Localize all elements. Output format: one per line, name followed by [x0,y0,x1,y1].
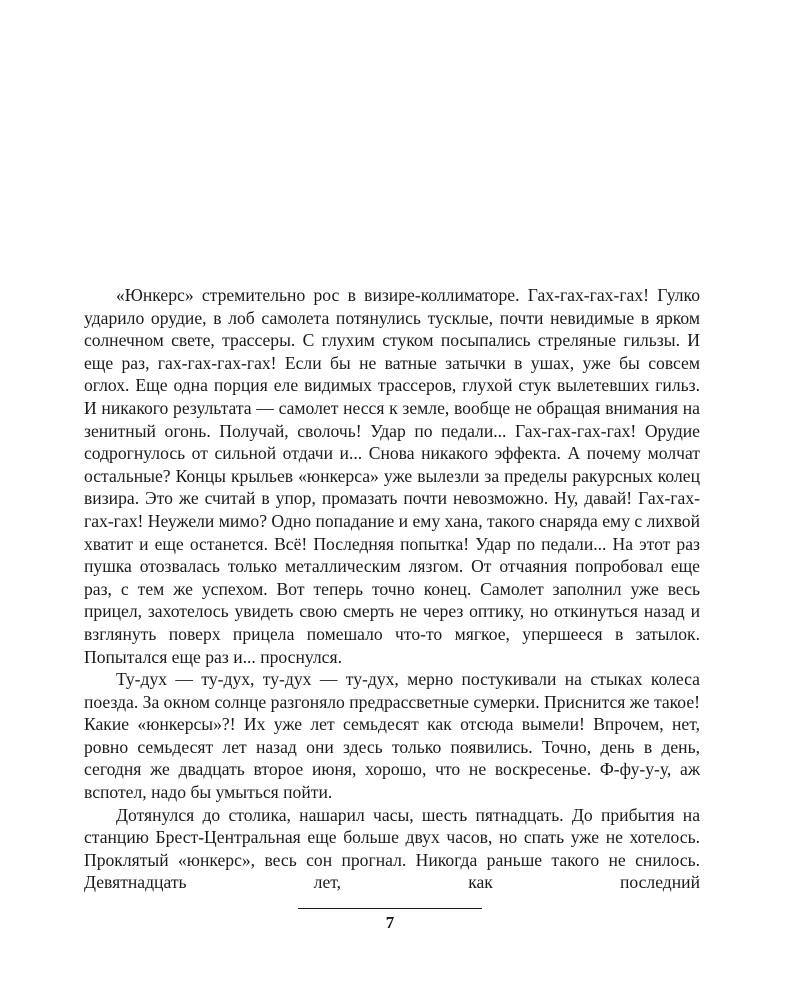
footer-divider [298,908,482,909]
paragraph-train: Ту-дух — ту-дух, ту-дух — ту-дух, мерно постукивали на стыках колеса поезда. За окном солнце разгоняло предрассветные сумерки. Приснится же такое! Какие «юнкерсы»?! Их уже лет семьдесят как отсюда вымели! Впрочем, нет, ровно семьдесят лет назад они здесь только появились. Точно, день в день, сегодня же двадцать второе июня, хорошо, что не воскресенье. Ф-фу-у-у, аж вспотел, надо бы умыться пойти. [84,669,700,803]
paragraph-waking: Дотянулся до столика, нашарил часы, шесть пятнадцать. До прибытия на станцию Брест-Центральная еще больше двух часов, но спать уже не хотелось. Проклятый «юнкерс», весь сон прогнал. Никогда раньше такого не снилось. Девятнадцать лет, как последний [84,804,700,893]
body-text [84,284,700,894]
paragraph-dream: «Юнкерс» стремительно рос в визире-коллиматоре. Гах-гах-гах-гах! Гулко ударило орудие, в лоб самолета потянулись тусклые, почти невидимые в ярком солнечном свете, трассеры. С глухим стуком посыпались стреляные гильзы. И еще раз, гах-гах-гах-гах! Если бы не ватные затычки в ушах, уже бы совсем оглох. Еще одна порция еле видимых трассеров, глухой стук вылетевших гильз. И никакого результата — самолет несся к земле, вообще не обращая внимания на зенитный огонь. Получай, сволочь! Удар по педали... Гах-гах-гах-гах! Орудие содрогнулось от сильной отдачи и... Снова никакого эффекта. А почему молчат остальные? Концы крыльев «юнкерса» уже вылезли за пределы ракурсных колец визира. Это же считай в упор, промазать почти невозможно. Ну, давай! Гах-гах-гах-гах! Неужели мимо? Одно попадание и ему хана, такого снаряда ему с лихвой хватит и еще останется. Всё! Последняя попытка! Удар по педали... На этот раз пушка отозвалась только металлическим лязгом. От отчаяния попробовал еще раз, с тем же успехом. Вот теперь точно конец. Самолет заполнил уже весь прицел, захотелось увидеть свою смерть не через оптику, но откинуться назад и взглянуть поверх прицела помешало что-то мягкое, упершееся в затылок. Попытался еще раз и... проснулся. [84,285,700,667]
page-number: 7 [385,913,395,932]
